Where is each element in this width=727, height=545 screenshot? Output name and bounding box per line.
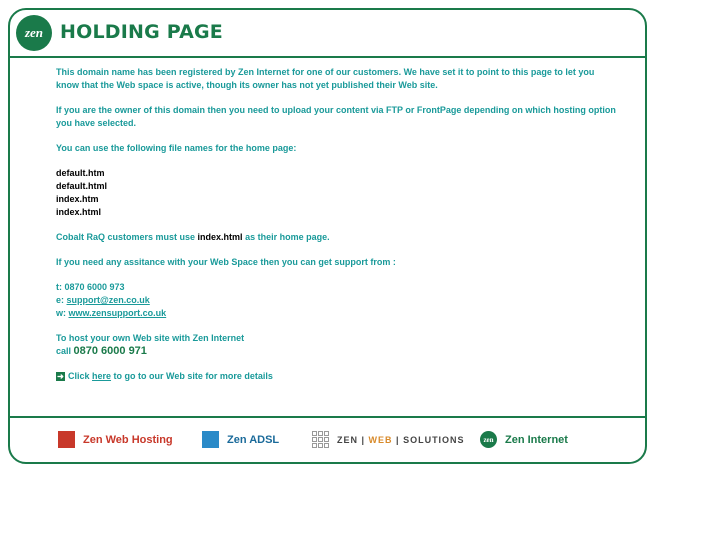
footer [10, 416, 645, 462]
hosting-icon [58, 431, 75, 448]
host-line: To host your own Web site with Zen Internet [56, 333, 245, 343]
footer-zen-link[interactable] [480, 431, 568, 448]
host-block [56, 332, 616, 358]
zen-icon: zen [480, 431, 497, 448]
click-line [56, 370, 616, 383]
footer-websolutions-link[interactable] [312, 431, 465, 448]
sol-zen: ZEN [337, 434, 358, 445]
support-intro: If you need any assitance with your Web Space then you can get support from : [56, 257, 396, 267]
call-line [56, 345, 616, 358]
email-line [56, 294, 616, 307]
cobalt-post: as their home page. [242, 232, 330, 242]
file-item: default.html [56, 181, 107, 191]
web-prefix: w: [56, 308, 69, 318]
page-title: HOLDING PAGE [60, 21, 223, 43]
footer-adsl-link[interactable] [202, 431, 279, 448]
footer-websolutions-label: ZEN | WEB | SOLUTIONS [337, 434, 465, 445]
filenames-paragraph: You can use the following file names for the home page: [56, 143, 297, 153]
cobalt-pre: Cobalt RaQ customers must use [56, 232, 198, 242]
header [10, 10, 645, 58]
zen-logo: zen [16, 15, 52, 51]
footer-zen-label: Zen Internet [505, 433, 568, 446]
footer-adsl-label: Zen ADSL [227, 433, 280, 446]
call-number: 0870 6000 971 [73, 345, 147, 357]
file-list [56, 167, 616, 219]
cobalt-paragraph [56, 231, 616, 244]
cobalt-file: index.html [197, 232, 243, 242]
sol-solutions: SOLUTIONS [403, 434, 465, 445]
footer-hosting-link[interactable] [58, 431, 173, 448]
support-web-link[interactable]: www.zensupport.co.uk [68, 308, 167, 318]
click-post: to go to our Web site for more details [111, 371, 273, 381]
file-item: index.html [56, 207, 102, 217]
adsl-icon [202, 431, 219, 448]
email-prefix: e: [56, 295, 67, 305]
arrow-icon: ➜ [57, 372, 64, 382]
footer-hosting-label: Zen Web Hosting [83, 433, 173, 446]
intro-paragraph: This domain name has been registered by Zen Internet for one of our customers. We have set it to point to this page to let you know that the Web space is active, though its owner has not yet published their Web site. [56, 67, 595, 90]
call-prefix: call [56, 346, 74, 356]
here-link[interactable]: here [92, 371, 112, 381]
support-email-link[interactable]: support@zen.co.uk [66, 295, 150, 305]
file-item: default.htm [56, 168, 105, 178]
click-pre: Click [68, 371, 93, 381]
web-line [56, 307, 616, 320]
grid-icon [312, 431, 329, 448]
sol-web: WEB [368, 434, 393, 445]
file-item: index.htm [56, 194, 99, 204]
contact-block [56, 281, 616, 320]
main-content [56, 66, 616, 383]
page-frame [8, 8, 647, 464]
owner-paragraph: If you are the owner of this domain then you need to upload your content via FTP or FrontPage depending on which hosting option you have selected. [56, 105, 616, 128]
phone-line: t: 0870 6000 973 [56, 282, 125, 292]
